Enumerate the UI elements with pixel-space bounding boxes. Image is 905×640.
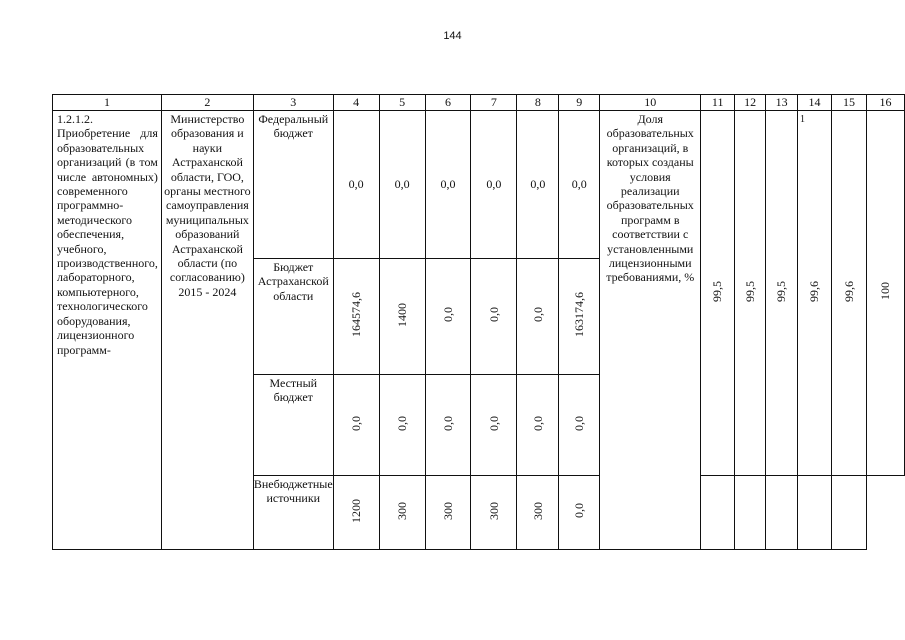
empty-cell (866, 476, 904, 550)
budget-table (52, 94, 905, 550)
header-cell: 13 (766, 95, 798, 111)
value-cell: 0,0 (333, 111, 379, 259)
header-cell: 7 (471, 95, 517, 111)
header-cell: 10 (600, 95, 701, 111)
header-cell: 9 (559, 95, 600, 111)
value-cell: 300 (471, 476, 517, 550)
value-cell: 164574,6 (333, 259, 379, 375)
source-name: Местный бюджет (253, 375, 333, 476)
empty-cell (798, 476, 832, 550)
value-cell: 0,0 (379, 111, 425, 259)
header-cell: 1 (53, 95, 162, 111)
source-name: Бюджет Астраханской области (253, 259, 333, 375)
header-cell: 5 (379, 95, 425, 111)
value-cell: 0,0 (425, 259, 471, 375)
table-row (53, 111, 905, 259)
value-cell: 0,0 (559, 111, 600, 259)
empty-cell (701, 476, 735, 550)
value-cell: 0,0 (559, 476, 600, 550)
value-cell: 0,0 (471, 375, 517, 476)
empty-cell (766, 476, 798, 550)
empty-cell (600, 476, 701, 550)
page-number: 144 (443, 30, 462, 42)
indicator-value: 99,6 (798, 111, 832, 476)
value-cell: 0,0 (517, 259, 559, 375)
value-cell: 1400 (379, 259, 425, 375)
value-cell: 0,0 (559, 375, 600, 476)
value-cell: 300 (425, 476, 471, 550)
value-cell: 0,0 (517, 111, 559, 259)
indicator-value: 100 (866, 111, 904, 476)
header-row (53, 95, 905, 111)
value-cell: 0,0 (425, 375, 471, 476)
value-cell: 300 (379, 476, 425, 550)
value-cell: 163174,6 (559, 259, 600, 375)
value-cell: 0,0 (425, 111, 471, 259)
value-cell: 0,0 (379, 375, 425, 476)
header-cell: 14 (798, 95, 832, 111)
header-cell: 6 (425, 95, 471, 111)
value-cell: 1200 (333, 476, 379, 550)
indicator-name: Доля образовательных организаций, в которых созданы условия реализации образовательных программ в соответствии с установленными лицензионными требованиями, % (600, 111, 701, 476)
header-cell: 2 (161, 95, 253, 111)
header-cell: 4 (333, 95, 379, 111)
source-name: Внебюджетные источники (253, 476, 333, 550)
value-cell: 300 (517, 476, 559, 550)
header-cell: 8 (517, 95, 559, 111)
stray-mark: 1 (800, 114, 805, 125)
empty-cell (832, 476, 867, 550)
header-cell: 16 (866, 95, 904, 111)
header-cell: 12 (735, 95, 766, 111)
indicator-value: 99,5 (701, 111, 735, 476)
value-cell: 0,0 (517, 375, 559, 476)
value-cell: 0,0 (333, 375, 379, 476)
source-name: Федеральный бюджет (253, 111, 333, 259)
measure-description: 1.2.1.2. Приобретение для образовательных организаций (в том числе автономных) современного программно-методического обеспечения, учебного, производственного, лабораторного, компьютерного, технологического оборудования, лицензионного программ- (53, 111, 162, 550)
header-cell: 11 (701, 95, 735, 111)
empty-cell (735, 476, 766, 550)
header-cell: 3 (253, 95, 333, 111)
indicator-value: 99,5 (766, 111, 798, 476)
responsible-executor: Министерство образования и науки Астраханской области, ГОО, органы местного самоуправления муниципальных образований Астраханской области (по согласованию) 2015 - 2024 (161, 111, 253, 550)
value-cell: 0,0 (471, 111, 517, 259)
indicator-value: 99,5 (735, 111, 766, 476)
header-cell: 15 (832, 95, 867, 111)
indicator-value: 99,6 (832, 111, 867, 476)
value-cell: 0,0 (471, 259, 517, 375)
